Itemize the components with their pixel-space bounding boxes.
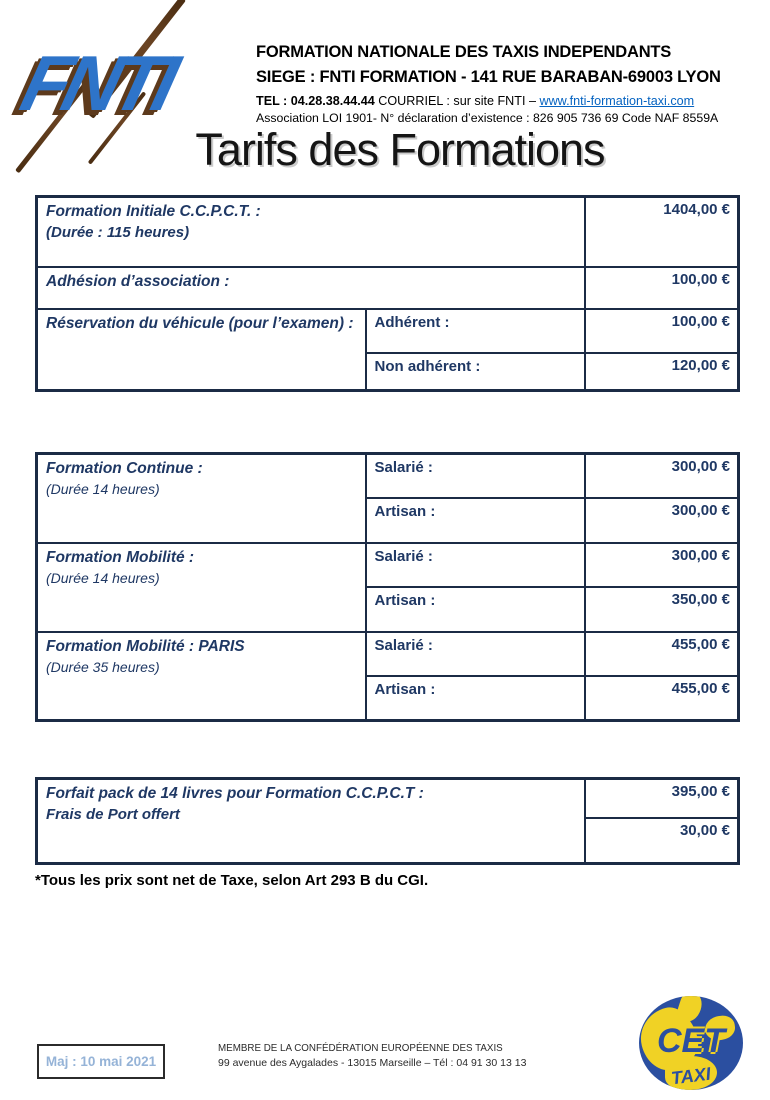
salarie-label-cell <box>366 454 585 498</box>
formation-initiale-label: Formation Initiale C.C.P.C.T. : <box>46 203 261 220</box>
salarie-price: 300,00 € <box>585 454 739 498</box>
website-link[interactable]: www.fnti-formation-taxi.com <box>539 94 695 108</box>
artisan-price: 455,00 € <box>585 676 739 721</box>
pack-livres-label: Forfait pack de 14 livres pour Formation C.C.P.C.T : <box>46 785 424 802</box>
artisan-price: 350,00 € <box>585 587 739 632</box>
formation-continue-duration: (Durée 14 heures) <box>46 481 160 497</box>
formation-continue-label-cell <box>37 454 366 543</box>
frais-port-label: Frais de Port offert <box>46 806 180 823</box>
salarie-price: 300,00 € <box>585 543 739 587</box>
footer-member-block <box>218 1042 548 1071</box>
non-adherent-price: 120,00 € <box>585 353 739 391</box>
formation-initiale-price: 1404,00 € <box>585 197 739 267</box>
non-adherent-label: Non adhérent : <box>374 357 481 375</box>
adherent-price: 100,00 € <box>585 309 739 353</box>
adhesion-label-cell <box>37 267 585 309</box>
formation-initiale-duration: (Durée : 115 heures) <box>46 224 190 241</box>
adherent-label-cell <box>366 309 585 353</box>
artisan-price: 300,00 € <box>585 498 739 543</box>
reservation-label-cell <box>37 309 366 391</box>
table-row <box>37 267 739 309</box>
pack-livres-price: 395,00 € <box>585 779 739 818</box>
cet-taxi-logo <box>637 996 745 1093</box>
salarie-label-cell <box>366 632 585 676</box>
member-address: 99 avenue des Aygalades - 13015 Marseille – Tél : 04 91 30 13 13 <box>218 1057 527 1069</box>
tax-note: *Tous les prix sont net de Taxe, selon Art 293 B du CGI. <box>35 872 429 889</box>
salarie-label: Salarié : <box>374 636 433 654</box>
formation-continue-label: Formation Continue : <box>46 460 203 477</box>
page-title: Tarifs des Formations <box>195 124 605 175</box>
pricing-table-formations <box>35 452 740 722</box>
contact-line <box>256 92 756 110</box>
table-row <box>37 543 739 587</box>
table-row <box>37 632 739 676</box>
non-adherent-label-cell <box>366 353 585 391</box>
formation-mobilite-duration: (Durée 14 heures) <box>46 569 160 586</box>
frais-port-price: 30,00 € <box>585 818 739 864</box>
formation-mobilite-paris-duration: (Durée 35 heures) <box>46 658 160 675</box>
adhesion-label: Adhésion d’association : <box>46 272 230 290</box>
adherent-label: Adhérent : <box>374 313 450 331</box>
artisan-label-cell <box>366 587 585 632</box>
formation-mobilite-paris-label-cell <box>37 632 366 721</box>
fnti-logo-text: FNTI <box>13 39 181 127</box>
reservation-label: Réservation du véhicule (pour l’examen) : <box>46 314 354 332</box>
formation-mobilite-label-cell <box>37 543 366 632</box>
courriel-text: COURRIEL : sur site FNTI – <box>374 94 540 108</box>
pricing-table-pack-livres <box>35 777 740 865</box>
table-row <box>37 454 739 498</box>
member-line: MEMBRE DE LA CONFÉDÉRATION EUROPÉENNE DES TAXIS <box>218 1043 503 1054</box>
header-block <box>256 40 756 127</box>
phone-number: TEL : 04.28.38.44.44 <box>256 94 375 108</box>
artisan-label-cell <box>366 676 585 721</box>
org-name: FORMATION NATIONALE DES TAXIS INDEPENDANTS <box>256 43 672 61</box>
artisan-label: Artisan : <box>374 680 436 698</box>
formation-initiale-label-cell <box>37 197 585 267</box>
update-date-box <box>37 1044 165 1079</box>
formation-mobilite-paris-label: Formation Mobilité : PARIS <box>46 637 245 655</box>
pack-livres-label-cell <box>37 779 585 864</box>
salarie-price: 455,00 € <box>585 632 739 676</box>
adhesion-price: 100,00 € <box>585 267 739 309</box>
update-date: Maj : 10 mai 2021 <box>45 1054 157 1069</box>
pricing-table-initial <box>35 195 740 392</box>
formation-mobilite-label: Formation Mobilité : <box>46 548 195 566</box>
cet-logo-taxi-text: TAXI <box>670 1063 712 1089</box>
artisan-label: Artisan : <box>374 591 436 609</box>
association-line: Association LOI 1901- N° déclaration d’existence : 826 905 736 69 Code NAF 8559A <box>256 111 719 125</box>
salarie-label-cell <box>366 543 585 587</box>
cet-logo-text: CET <box>657 1022 725 1060</box>
table-row <box>37 779 739 818</box>
salarie-label: Salarié : <box>374 459 433 476</box>
table-row <box>37 197 739 267</box>
salarie-label: Salarié : <box>374 547 433 565</box>
table-row <box>37 309 739 353</box>
artisan-label: Artisan : <box>374 502 436 520</box>
org-address: SIEGE : FNTI FORMATION - 141 RUE BARABAN-69003 LYON <box>256 68 721 86</box>
artisan-label-cell <box>366 498 585 543</box>
